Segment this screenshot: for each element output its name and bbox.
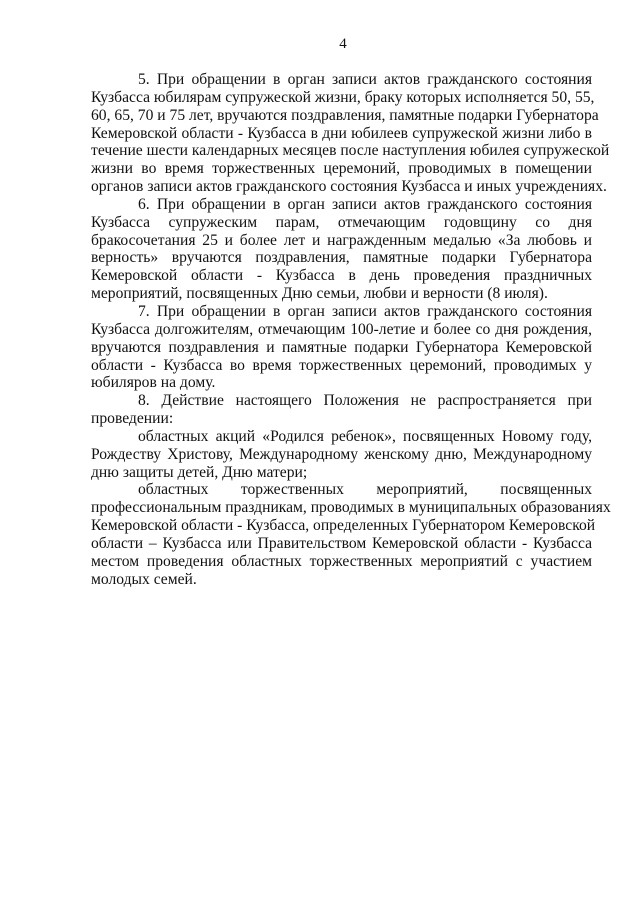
paragraph <box>91 428 592 482</box>
text-line: 60, 65, 70 и 75 лет, вручаются поздравления, памятные подарки Губернатора <box>91 106 599 124</box>
text-line: дню защиты детей, Дню матери; <box>91 463 308 481</box>
text-line: областных акций «Родился ребенок», посвященных Новому году, <box>138 427 592 445</box>
text-line: 7. При обращении в орган записи актов гражданского состояния <box>138 302 592 320</box>
text-line: 5. При обращении в орган записи актов гражданского состояния <box>138 71 592 88</box>
text-line: мероприятий, посвященных Дню семьи, любви и верности (8 июля). <box>91 285 548 303</box>
text-line: области - Кузбасса во время торжественных церемоний, проводимых у <box>91 356 592 374</box>
text-line: течение шести календарных месяцев после наступления юбилея супружеской <box>91 142 610 160</box>
document-body <box>91 71 611 588</box>
text-line: Кузбасса юбилярам супружеской жизни, браку которых исполняется 50, 55, <box>91 88 595 106</box>
text-line: органов записи актов гражданского состояния Кузбасса и иных учреждениях. <box>91 178 607 196</box>
paragraph <box>91 196 592 303</box>
text-line: Кемеровской области - Кузбасса в день проведения праздничных <box>91 267 592 285</box>
text-line: 6. При обращении в орган записи актов гражданского состояния <box>138 195 592 213</box>
text-line: верность» вручаются поздравления, памятные подарки Губернатора <box>91 249 592 267</box>
text-line: жизни во время торжественных церемоний, проводимых в помещении <box>91 160 592 178</box>
text-line: Кузбасса долгожителям, отмечающим 100-летие и более со дня рождения, <box>91 320 592 338</box>
text-line: областных торжественных мероприятий, посвященных <box>138 481 592 499</box>
text-line: Кемеровской области - Кузбасса в дни юбилеев супружеской жизни либо в <box>91 124 592 142</box>
text-line: вручаются поздравления и памятные подарки Губернатора Кемеровской <box>91 338 592 356</box>
paragraph <box>91 71 610 196</box>
paragraph <box>91 481 611 588</box>
paragraph <box>91 303 592 392</box>
text-line: профессиональным праздникам, проводимых в муниципальных образованиях <box>91 499 611 517</box>
text-line: молодых семей. <box>91 570 197 588</box>
text-line: местом проведения областных торжественных мероприятий с участием <box>91 552 592 570</box>
text-line: бракосочетания 25 и более лет и награжденным медалью «За любовь и <box>91 231 592 249</box>
text-line: 8. Действие настоящего Положения не распространяется при <box>138 392 592 410</box>
text-line: Рождеству Христову, Международному женскому дню, Международному <box>91 445 592 463</box>
page-number: 4 <box>339 36 347 52</box>
text-line: юбиляров на дому. <box>91 374 216 392</box>
text-line: области – Кузбасса или Правительством Кемеровской области - Кузбасса <box>91 534 592 552</box>
text-line: Кузбасса супружеским парам, отмечающим годовщину со дня <box>91 213 592 231</box>
text-line: проведении: <box>91 410 174 428</box>
paragraph <box>91 392 592 428</box>
text-line: Кемеровской области - Кузбасса, определенных Губернатором Кемеровской <box>91 517 596 535</box>
